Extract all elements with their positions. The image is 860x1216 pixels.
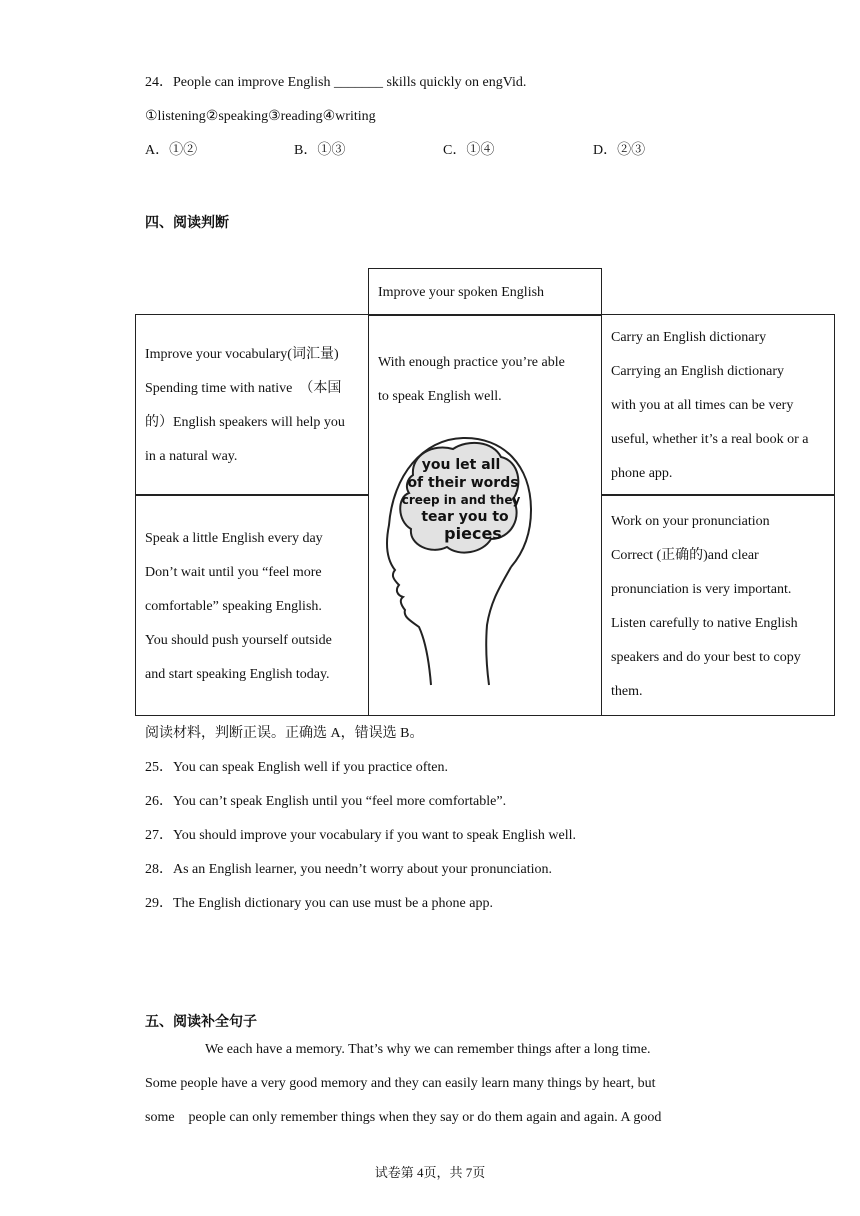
cell-line: Work on your pronunciation [611, 514, 770, 529]
section-4-heading: 四、阅读判断 [145, 215, 229, 231]
table-header-cell [368, 268, 602, 316]
option-d: D．②③ [593, 143, 646, 158]
cell-line: Spending time with native （本国 [145, 381, 342, 396]
question-28: 28．As an English learner, you needn’t worry about your pronunciation. [145, 862, 553, 877]
cell-left-top [135, 314, 369, 496]
option-a: A．①② [145, 143, 198, 158]
cell-line: and start speaking English today. [145, 667, 330, 682]
cell-line: 的）English speakers will help you [145, 415, 345, 430]
question-24-stem: 24．People can improve English _______ skills quickly on engVid. [145, 75, 527, 90]
brain-text-line: tear you to [421, 509, 509, 525]
option-c: C．①④ [443, 143, 495, 158]
question-27: 27．You should improve your vocabulary if you want to speak English well. [145, 828, 576, 843]
passage-line: Some people have a very good memory and they can easily learn many things by heart, but [145, 1076, 656, 1091]
passage-line: some people can only remember things when they say or do them again and again. A good [145, 1110, 662, 1125]
brain-text-line: of their words [407, 475, 519, 491]
cell-line: Listen carefully to native English [611, 616, 798, 631]
cell-right-bottom [601, 494, 835, 716]
table-header-text: Improve your spoken English [378, 285, 545, 300]
cell-line: with you at all times can be very [611, 398, 794, 413]
question-25: 25．You can speak English well if you practice often. [145, 760, 449, 775]
option-b: B．①③ [294, 143, 346, 158]
cell-line: pronunciation is very important. [611, 582, 792, 597]
cell-line: Speak a little English every day [145, 531, 323, 546]
cell-line: useful, whether it’s a real book or a [611, 432, 809, 447]
section-5-heading: 五、阅读补全句子 [145, 1014, 257, 1030]
cell-line: Don’t wait until you “feel more [145, 565, 322, 580]
passage-line: We each have a memory. That’s why we can remember things after a long time. [205, 1042, 651, 1057]
judgement-instruction: 阅读材料，判断正误。正确选 A，错误选 B。 [145, 726, 424, 741]
cell-line: Improve your vocabulary(词汇量) [145, 347, 339, 362]
cell-line: speakers and do your best to copy [611, 650, 801, 665]
head-brain-illustration [383, 435, 533, 690]
question-29: 29．The English dictionary you can use must be a phone app. [145, 896, 493, 911]
cell-right-top [601, 314, 835, 496]
brain-text-line: you let all [421, 457, 501, 473]
question-24-choices: ①listening②speaking③reading④writing [145, 109, 376, 124]
cell-line: Carry an English dictionary [611, 330, 767, 345]
cell-line: in a natural way. [145, 449, 238, 464]
cell-line: You should push yourself outside [145, 633, 332, 648]
cell-line: phone app. [611, 466, 673, 481]
cell-line: Correct (正确的)and clear [611, 548, 759, 563]
cell-line: With enough practice you’re able [378, 355, 565, 370]
cell-line: to speak English well. [378, 389, 502, 404]
brain-text-line: creep in and they [401, 493, 521, 507]
cell-left-bottom [135, 494, 369, 716]
question-26: 26．You can’t speak English until you “feel more comfortable”. [145, 794, 507, 809]
cell-center [368, 314, 602, 716]
page-footer: 试卷第 4页，共 7页 [374, 1165, 486, 1180]
cell-line: comfortable” speaking English. [145, 599, 322, 614]
brain-text-line: pieces [444, 524, 502, 543]
cell-line: Carrying an English dictionary [611, 364, 785, 379]
cell-line: them. [611, 684, 643, 699]
